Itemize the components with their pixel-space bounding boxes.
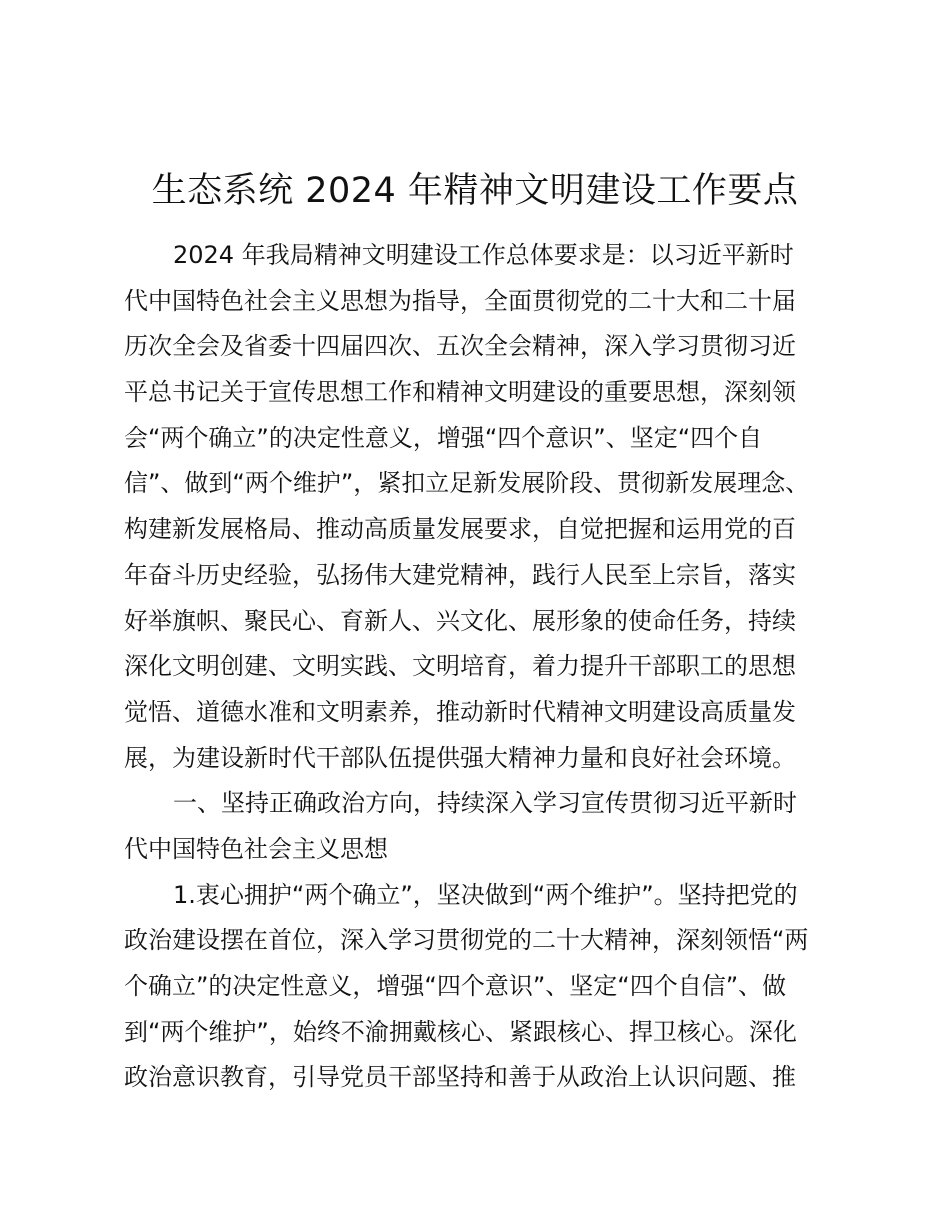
paragraph-line: 政治建设摆在首位，深入学习贯彻党的二十大精神，深刻领悟“两	[124, 926, 809, 955]
paragraph-line: 好举旗帜、聚民心、育新人、兴文化、展形象的使命任务，持续	[124, 606, 796, 635]
paragraph-line: 觉悟、道德水准和文明素养，推动新时代精神文明建设高质量发	[124, 697, 796, 726]
paragraph-line: 到“两个维护”，始终不渝拥戴核心、紧跟核心、捍卫核心。深化	[124, 1017, 797, 1046]
document-title: 生态系统 2024 年精神文明建设工作要点	[151, 171, 799, 211]
section-heading-line: 代中国特色社会主义思想	[124, 834, 388, 863]
paragraph-line: 会“两个确立”的决定性意义，增强“四个意识”、坚定“四个自	[124, 423, 763, 452]
paragraph-line: 2024 年我局精神文明建设工作总体要求是：以习近平新时	[173, 241, 794, 269]
paragraph-line: 年奋斗历史经验，弘扬伟大建党精神，践行人民至上宗旨，落实	[124, 560, 796, 589]
paragraph-line: 平总书记关于宣传思想工作和精神文明建设的重要思想，深刻领	[124, 378, 796, 407]
paragraph-line: 信”、做到“两个维护”，紧扣立足新发展阶段、贯彻新发展理念、	[124, 469, 810, 498]
paragraph-line: 个确立”的决定性意义，增强“四个意识”、坚定“四个自信”、做	[124, 972, 787, 1000]
section-heading-line: 一、坚持正确政治方向，持续深入学习宣传贯彻习近平新时	[173, 789, 797, 818]
paragraph-line: 代中国特色社会主义思想为指导，全面贯彻党的二十大和二十届	[124, 286, 796, 315]
paragraph-line: 政治意识教育，引导党员干部坚持和善于从政治上认识问题、推	[124, 1063, 796, 1092]
paragraph-line: 深化文明创建、文明实践、文明培育，着力提升干部职工的思想	[124, 652, 796, 681]
paragraph-line: 构建新发展格局、推动高质量发展要求，自觉把握和运用党的百	[124, 515, 796, 544]
paragraph-line: 历次全会及省委十四届四次、五次全会精神，深入学习贯彻习近	[124, 332, 796, 361]
paragraph-line: 1.衷心拥护“两个确立”，坚决做到“两个维护”。坚持把党的	[173, 880, 798, 909]
paragraph-line: 展，为建设新时代干部队伍提供强大精神力量和良好社会环境。	[124, 743, 796, 772]
document-body	[124, 233, 844, 1101]
